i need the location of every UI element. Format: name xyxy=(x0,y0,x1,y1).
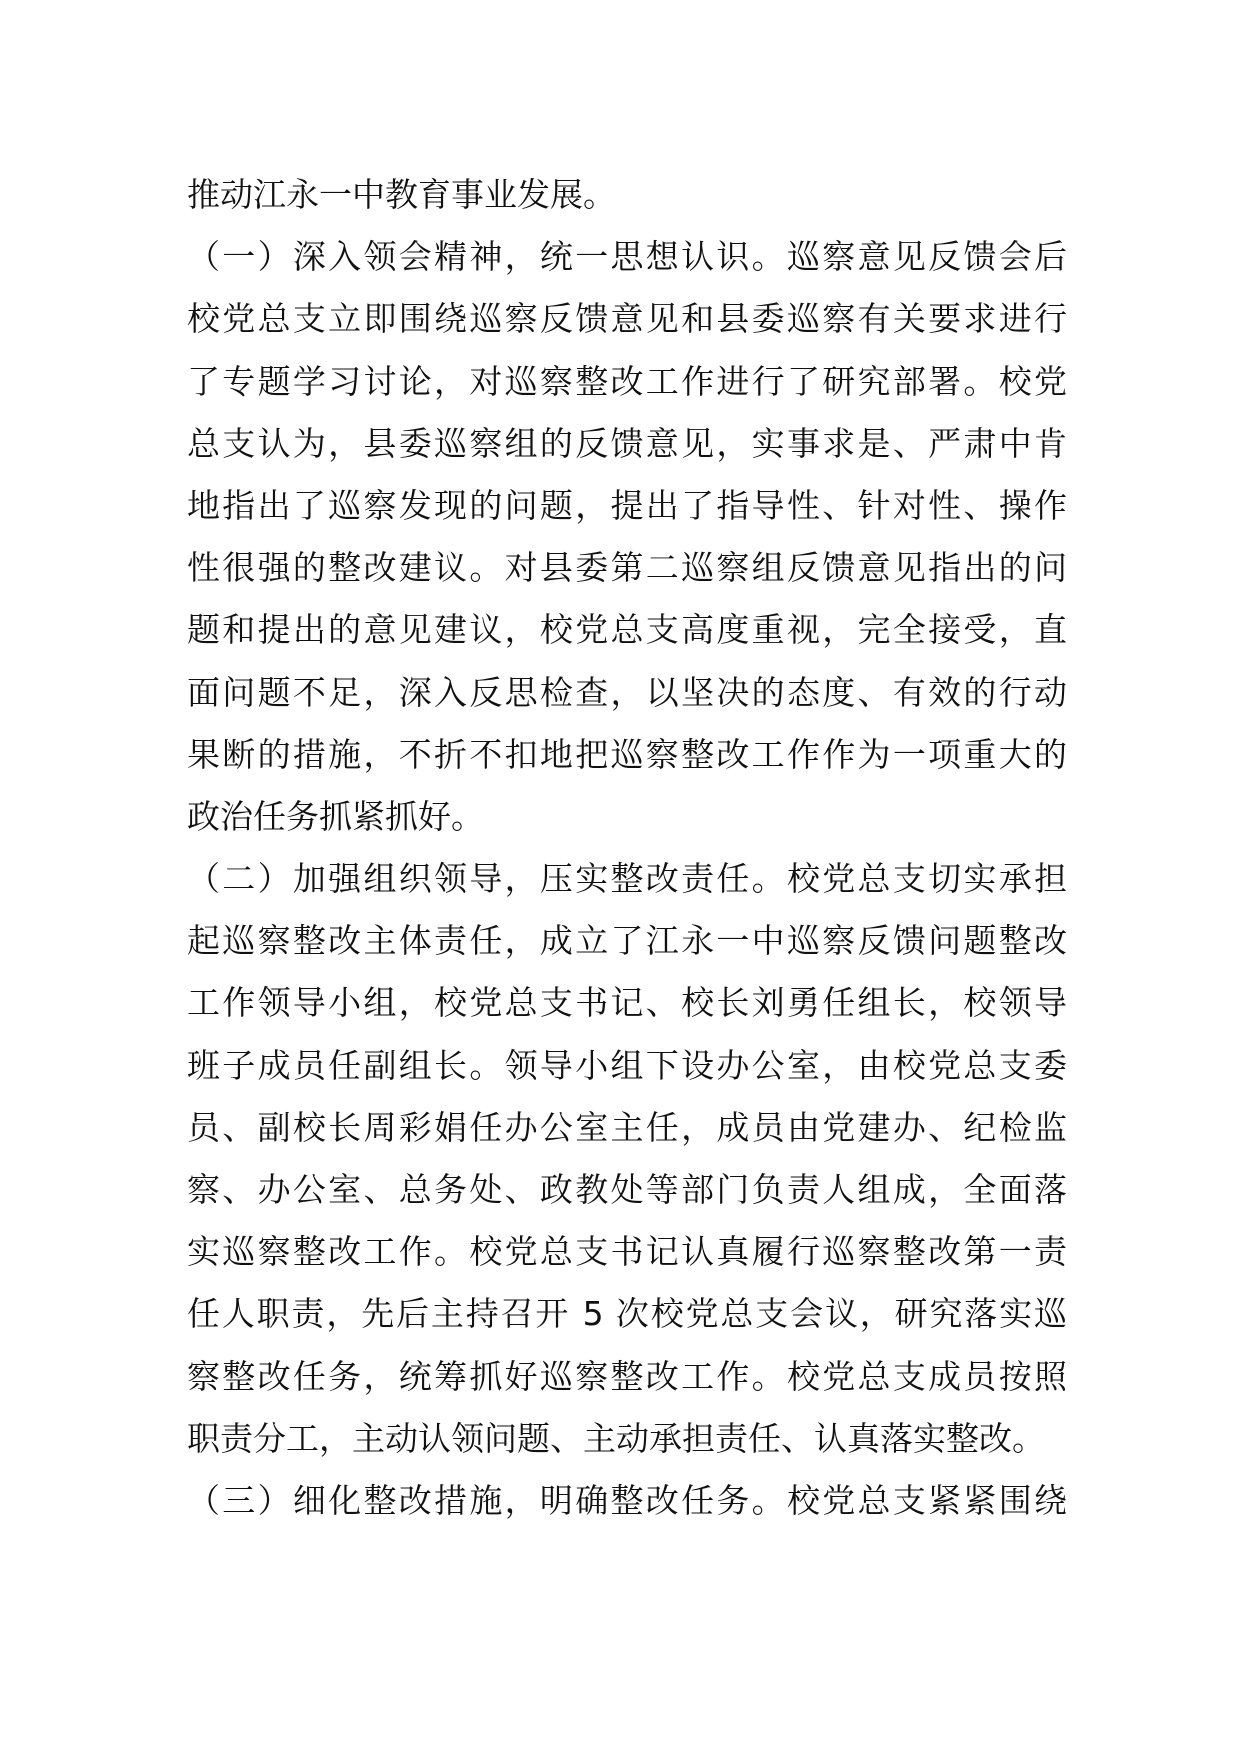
paragraph-heading-line: （一）深入领会精神，统一思想认识。巡察意见反馈会后 xyxy=(187,237,1067,277)
text-line: 题和提出的意见建议，校党总支高度重视，完全接受，直 xyxy=(187,610,1067,650)
text-line: 实巡察整改工作。校党总支书记认真履行巡察整改第一责 xyxy=(187,1232,1067,1272)
text-line: 总支认为，县委巡察组的反馈意见，实事求是、严肃中肯 xyxy=(187,423,1067,463)
text-line: 果断的措施，不折不扣地把巡察整改工作作为一项重大的 xyxy=(187,734,1067,774)
text-line: 地指出了巡察发现的问题，提出了指导性、针对性、操作 xyxy=(187,485,1067,525)
text-line: 面问题不足，深入反思检查，以坚决的态度、有效的行动 xyxy=(187,672,1067,712)
text-line: 推动江永一中教育事业发展。 xyxy=(187,175,616,214)
text-line: 班子成员任副组长。领导小组下设办公室，由校党总支委 xyxy=(187,1045,1067,1085)
text-line: 政治任务抓紧抓好。 xyxy=(187,796,484,836)
paragraph-heading-line: （二）加强组织领导，压实整改责任。校党总支切实承担 xyxy=(187,859,1067,899)
text-line: 了专题学习讨论，对巡察整改工作进行了研究部署。校党 xyxy=(187,361,1067,401)
text-line: 性很强的整改建议。对县委第二巡察组反馈意见指出的问 xyxy=(187,548,1067,588)
text-line: 起巡察整改主体责任，成立了江永一中巡察反馈问题整改 xyxy=(187,921,1067,961)
text-line: 职责分工，主动认领问题、主动承担责任、认真落实整改。 xyxy=(187,1418,1045,1458)
body-text xyxy=(187,164,1067,1532)
text-line: 任人职责，先后主持召开 5 次校党总支会议，研究落实巡 xyxy=(187,1294,1067,1334)
text-line: 校党总支立即围绕巡察反馈意见和县委巡察有关要求进行 xyxy=(187,299,1067,339)
text-line: 察整改任务，统筹抓好巡察整改工作。校党总支成员按照 xyxy=(187,1356,1067,1396)
text-line: 工作领导小组，校党总支书记、校长刘勇任组长，校领导 xyxy=(187,983,1067,1023)
text-line: 员、副校长周彩娟任办公室主任，成员由党建办、纪检监 xyxy=(187,1107,1067,1147)
paragraph-heading-line: （三）细化整改措施，明确整改任务。校党总支紧紧围绕 xyxy=(187,1480,1067,1520)
text-line: 察、办公室、总务处、政教处等部门负责人组成，全面落 xyxy=(187,1170,1067,1209)
